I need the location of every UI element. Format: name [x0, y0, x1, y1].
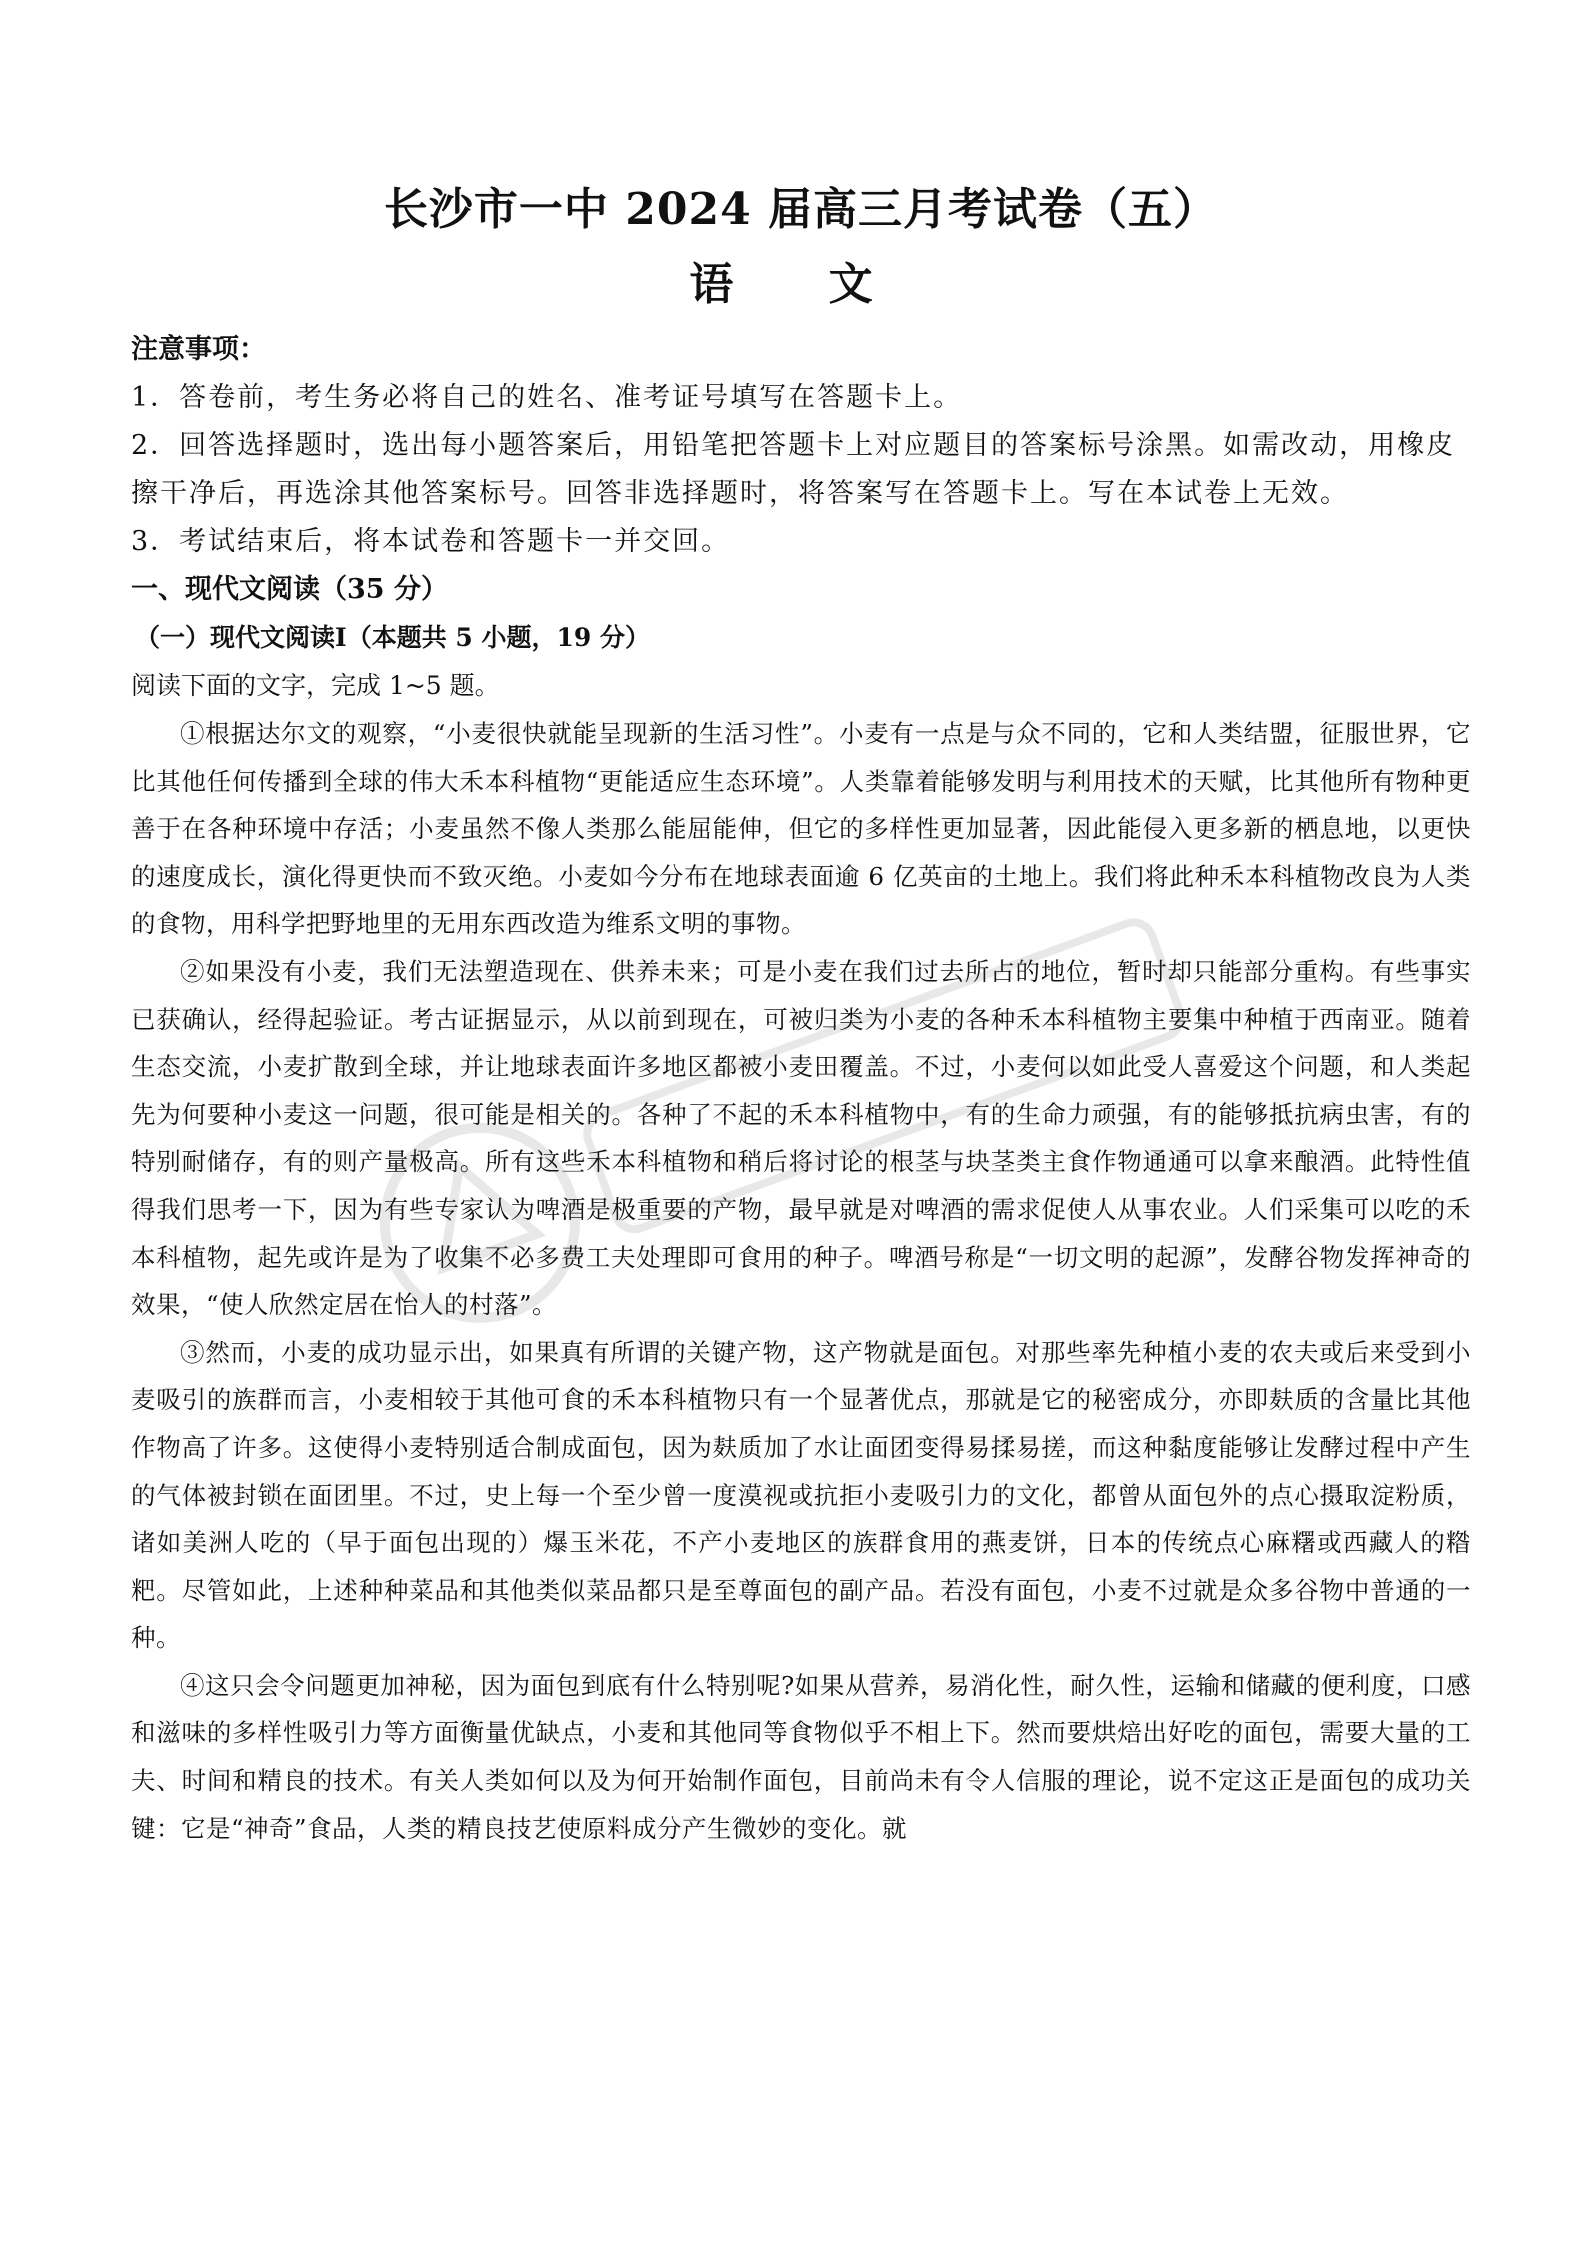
- paragraph-3: ③然而，小麦的成功显示出，如果真有所谓的关键产物，这产物就是面包。对那些率先种植小麦的农夫或后来受到小麦吸引的族群而言，小麦相较于其他可食的禾本科植物只有一个显著优点，那就是它的秘密成分，亦即麸质的含量比其他作物高了许多。这使得小麦特别适合制成面包，因为麸质加了水让面团变得易揉易搓，而这种黏度能够让发酵过程中产生的气体被封锁在面团里。不过，史上每一个至少曾一度漠视或抗拒小麦吸引力的文化，都曾从面包外的点心摄取淀粉质，诸如美洲人吃的（早于面包出现的）爆玉米花，不产小麦地区的族群食用的燕麦饼，日本的传统点心麻糬或西藏人的糌粑。尽管如此，上述种种菜品和其他类似菜品都只是至尊面包的副产品。若没有面包，小麦不过就是众多谷物中普通的一种。: [131, 1337, 1471, 1653]
- reading-instruction: 阅读下面的文字，完成 1~5 题。: [131, 671, 500, 700]
- paragraph-2: ②如果没有小麦，我们无法塑造现在、供养未来；可是小麦在我们过去所占的地位，暂时却只能部分重构。有些事实已获确认，经得起验证。考古证据显示，从以前到现在，可被归类为小麦的各种禾本科植物主要集中种植于西南亚。随着生态交流，小麦扩散到全球，并让地球表面许多地区都被小麦田覆盖。不过，小麦何以如此受人喜爱这个问题，和人类起先为何要种小麦这一问题，很可能是相关的。各种了不起的禾本科植物中，有的生命力顽强，有的能够抵抗病虫害，有的特别耐储存，有的则产量极高。所有这些禾本科植物和稍后将讨论的根茎与块茎类主食作物通通可以拿来酿酒。此特性值得我们思考一下，因为有些专家认为啤酒是极重要的产物，最早就是对啤酒的需求促使人从事农业。人们采集可以吃的禾本科植物，起先或许是为了收集不必多费工夫处理即可食用的种子。啤酒号称是“一切文明的起源”，发酵谷物发挥神奇的效果，“使人欣然定居在怡人的村落”。: [131, 956, 1471, 1320]
- notice-item-3: 3．考试结束后，将本试卷和答题卡一并交回。: [131, 526, 731, 557]
- paragraph-1: ①根据达尔文的观察，“小麦很快就能呈现新的生活习性”。小麦有一点是与众不同的，它和人类结盟，征服世界，它比其他任何传播到全球的伟大禾本科植物“更能适应生态环境”。人类靠着能够发明与利用技术的天赋，比其他所有物种更善于在各种环境中存活；小麦虽然不像人类那么能屈能伸，但它的多样性更加显著，因此能侵入更多新的栖息地，以更快的速度成长，演化得更快而不致灭绝。小麦如今分布在地球表面逾 6 亿英亩的土地上。我们将此种禾本科植物改良为人类的食物，用科学把野地里的无用东西改造为维系文明的事物。: [131, 719, 1471, 939]
- notice-heading: 注意事项：: [131, 334, 266, 365]
- subject-title: 语 文: [689, 259, 913, 310]
- notice-item-2: 2．回答选择题时，选出每小题答案后，用铅笔把答题卡上对应题目的答案标号涂黑。如需改动，用橡皮擦干净后，再选涂其他答案标号。回答非选择题时，将答案写在答题卡上。写在本试卷上无效。: [131, 430, 1456, 509]
- subsection-heading: （一）现代文阅读Ⅰ（本题共 5 小题，19 分）: [135, 623, 650, 652]
- exam-page: [131, 180, 1471, 1852]
- section-heading: 一、现代文阅读（35 分）: [131, 574, 448, 605]
- exam-title: 长沙市一中 2024 届高三月考试卷（五）: [383, 184, 1219, 235]
- notice-item-1: 1．答卷前，考生务必将自己的姓名、准考证号填写在答题卡上。: [131, 382, 963, 413]
- paragraph-4: ④这只会令问题更加神秘，因为面包到底有什么特别呢?如果从营养，易消化性，耐久性，运输和储藏的便利度，口感和滋味的多样性吸引力等方面衡量优缺点，小麦和其他同等食物似乎不相上下。然而要烘焙出好吃的面包，需要大量的工夫、时间和精良的技术。有关人类如何以及为何开始制作面包，目前尚未有令人信服的理论，说不定这正是面包的成功关键：它是“神奇”食品，人类的精良技艺使原料成分产生微妙的变化。就: [131, 1670, 1471, 1843]
